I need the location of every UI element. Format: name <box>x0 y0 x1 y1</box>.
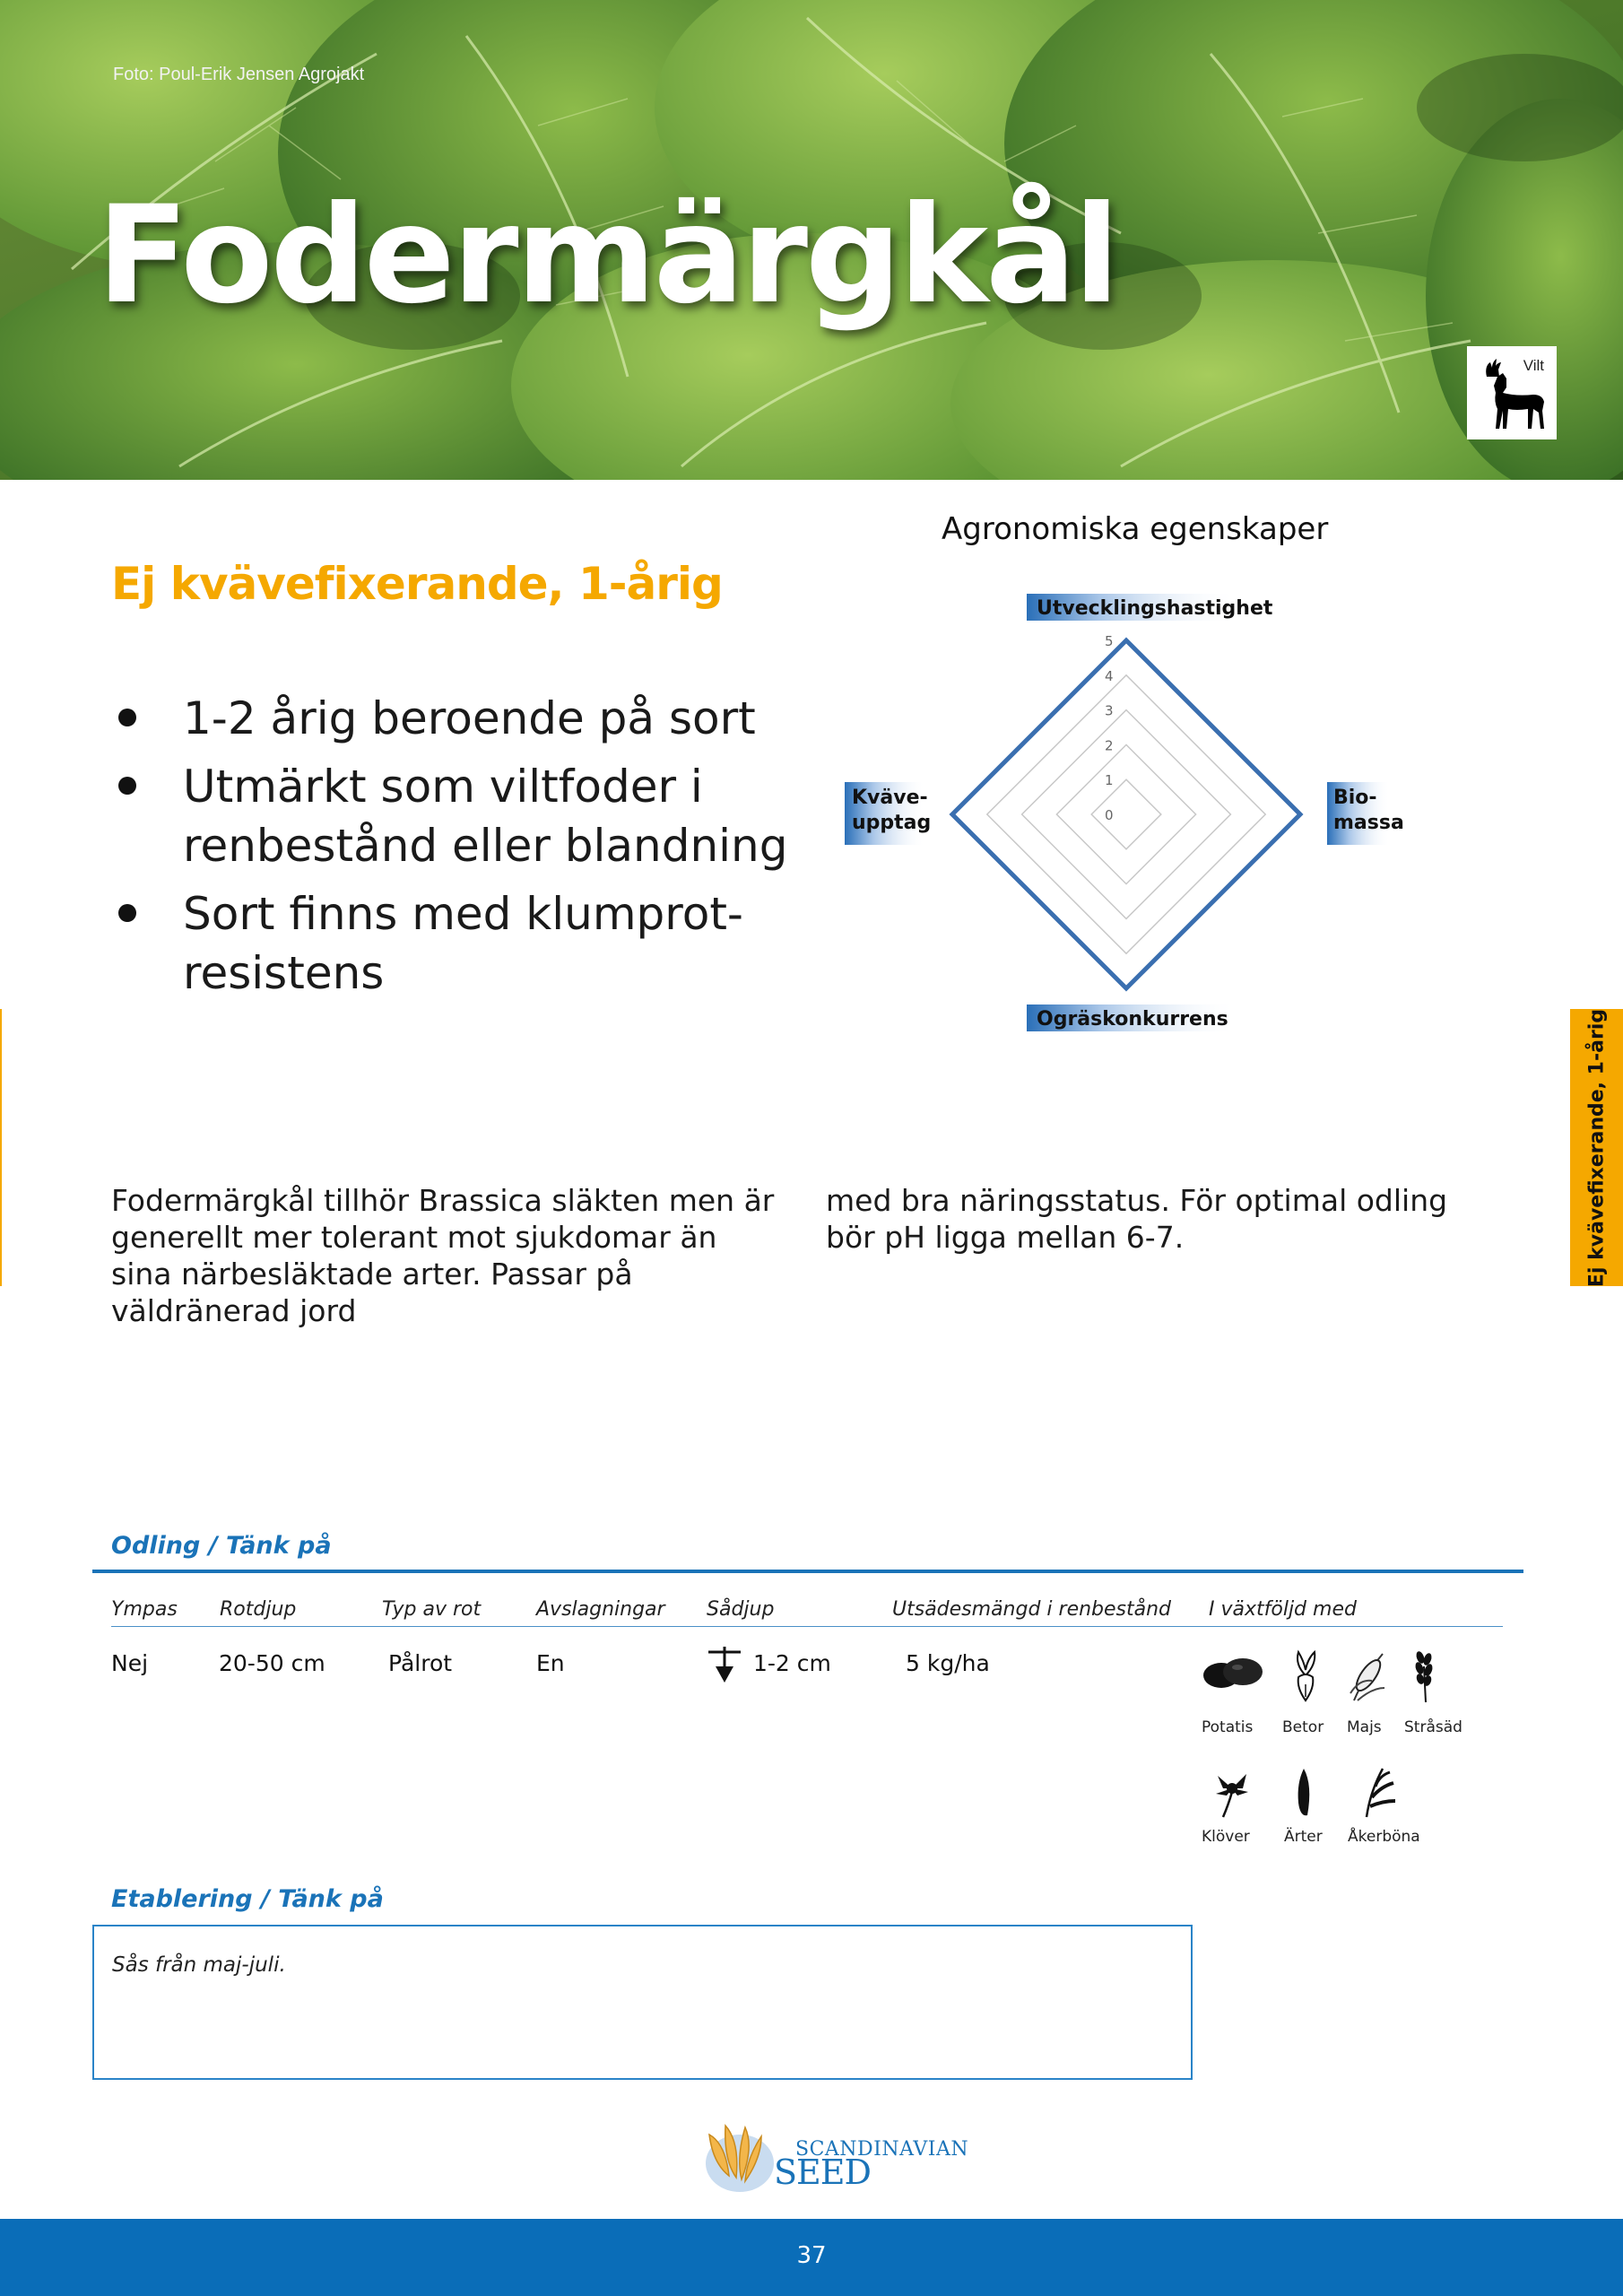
logo-text-seed: SEED <box>774 2152 871 2192</box>
radar-grid-ring <box>952 640 1300 988</box>
radar-tick-label: 4 <box>1105 667 1114 684</box>
seed-logo-icon <box>695 2118 785 2196</box>
bullet-icon <box>118 904 136 922</box>
col-header-ympas: Ympas <box>111 1598 178 1621</box>
axis-label-kvaveupptag: Kväve-upptag <box>852 787 932 834</box>
list-item: Utmärkt som viltfoder i renbestånd eller blandning <box>111 757 793 875</box>
col-header-typ-av-rot: Typ av rot <box>382 1598 482 1621</box>
field-bean-icon <box>1359 1765 1399 1819</box>
pea-icon <box>1293 1767 1315 1819</box>
odling-heading: Odling / Tänk på <box>111 1532 332 1560</box>
axis-label-biomassa: Bio-massa <box>1333 787 1404 834</box>
divider <box>111 1626 1503 1627</box>
crop-label-betor: Betor <box>1282 1718 1324 1736</box>
clover-icon <box>1211 1769 1255 1819</box>
logo-text-scandinavian: SCANDINAVIAN <box>795 2138 969 2161</box>
vilt-badge <box>1467 346 1557 439</box>
divider <box>92 1570 1523 1573</box>
crop-label-klover: Klöver <box>1202 1828 1250 1846</box>
potato-icon <box>1202 1652 1266 1693</box>
sowing-depth-icon <box>707 1645 742 1684</box>
feature-list <box>111 689 793 1012</box>
radar-svg <box>834 583 1462 1049</box>
etablering-text: Sås från maj-juli. <box>112 1953 286 1977</box>
crop-label-strasad: Stråsäd <box>1404 1718 1462 1736</box>
value-avslagningar: En <box>536 1650 565 1676</box>
crop-label-akerbona: Åkerböna <box>1348 1828 1420 1846</box>
hero-photo <box>0 0 1623 480</box>
radar-grid-ring <box>987 675 1265 953</box>
etablering-box <box>92 1925 1193 2080</box>
category-subtitle: Ej kvävefixerande, 1-årig <box>111 558 723 610</box>
axis-label-ograskonkurrens: Ogräskonkurrens <box>1037 1008 1228 1031</box>
crop-label-majs: Majs <box>1347 1718 1382 1736</box>
photo-credit: Foto: Poul-Erik Jensen Agrojakt <box>113 65 365 84</box>
beet-icon <box>1288 1648 1324 1704</box>
value-sadjup: 1-2 cm <box>753 1650 831 1676</box>
side-tab-label: Ej kvävefixerande, 1-årig <box>1585 1008 1608 1287</box>
col-header-utsadesmangd: Utsädesmängd i renbestånd <box>892 1598 1172 1621</box>
radar-grid-ring <box>1056 744 1195 883</box>
value-utsadesmangd: 5 kg/ha <box>906 1650 990 1676</box>
radar-grid-ring <box>1091 779 1161 849</box>
etablering-heading: Etablering / Tänk på <box>111 1885 384 1913</box>
list-item: Sort finns med klumprot-resistens <box>111 884 793 1003</box>
crop-label-potatis: Potatis <box>1202 1718 1254 1736</box>
vilt-label: Vilt <box>1523 357 1544 374</box>
radar-tick-label: 3 <box>1105 702 1114 719</box>
col-header-avslagningar: Avslagningar <box>536 1598 665 1621</box>
scandinavian-seed-logo <box>695 2118 969 2199</box>
list-item: 1-2 årig beroende på sort <box>111 689 793 748</box>
col-header-rotdjup: Rotdjup <box>220 1598 297 1621</box>
radar-chart <box>834 583 1462 1053</box>
col-header-vaxtfoljd: I växtföljd med <box>1209 1598 1357 1621</box>
col-header-sadjup: Sådjup <box>707 1598 775 1621</box>
page-number: 37 <box>796 2242 827 2269</box>
left-edge-marker <box>0 1009 2 1286</box>
crop-label-arter: Ärter <box>1284 1828 1323 1846</box>
side-tab <box>1570 1009 1623 1286</box>
radar-series-shape <box>952 640 1300 988</box>
body-text-col2: med bra näringsstatus. För optimal odling bör pH ligga mellan 6-7. <box>826 1183 1448 1255</box>
radar-tick-label: 5 <box>1105 633 1114 649</box>
page-title: Fodermärgkål <box>97 178 1117 334</box>
value-rotdjup: 20-50 cm <box>219 1650 325 1676</box>
radar-tick-label: 2 <box>1105 737 1114 754</box>
axis-label-utvecklingshastighet: Utvecklingshastighet <box>1037 597 1273 620</box>
radar-grid-ring <box>1022 710 1231 919</box>
value-typ-av-rot: Pålrot <box>388 1650 453 1676</box>
footer-bar <box>0 2219 1623 2296</box>
bullet-icon <box>118 777 136 795</box>
cereal-icon <box>1408 1648 1440 1704</box>
body-text-col1: Fodermärgkål tillhör Brassica släkten men är generellt mer tolerant mot sjukdomar än sina närbesläktade arter. Passar på väldränerad jord <box>111 1183 775 1328</box>
corn-icon <box>1345 1648 1390 1704</box>
radar-tick-label: 0 <box>1105 807 1114 823</box>
radar-tick-label: 1 <box>1105 772 1114 789</box>
radar-title: Agronomiska egenskaper <box>942 511 1329 547</box>
value-ympas: Nej <box>111 1650 149 1676</box>
bullet-icon <box>118 709 136 726</box>
